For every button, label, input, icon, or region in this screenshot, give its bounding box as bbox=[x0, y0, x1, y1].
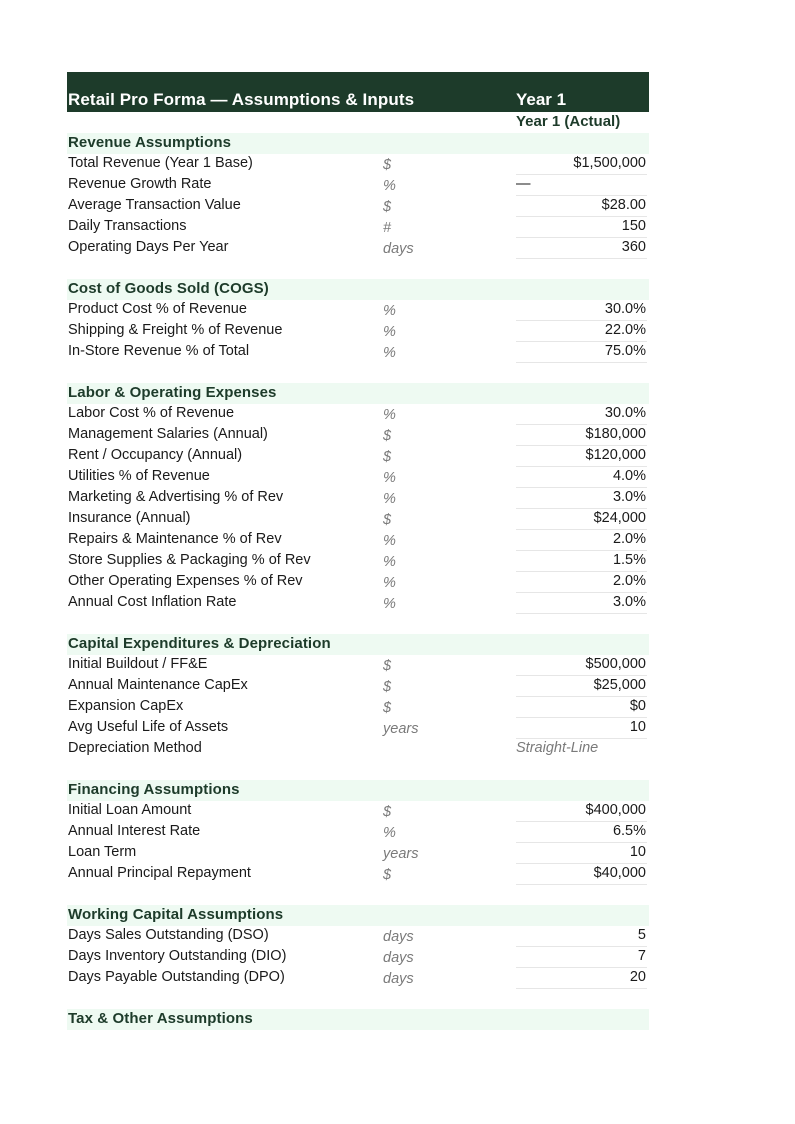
assumption-row bbox=[67, 467, 649, 488]
assumption-row bbox=[67, 404, 649, 425]
assumption-label: Rent / Occupancy (Annual) bbox=[68, 447, 243, 463]
assumption-unit: $ bbox=[383, 199, 392, 215]
assumption-label: Days Sales Outstanding (DSO) bbox=[68, 927, 269, 943]
year-column-header: Year 1 bbox=[516, 90, 567, 109]
assumption-unit: $ bbox=[383, 867, 392, 883]
input-cell[interactable] bbox=[516, 404, 647, 425]
input-cell[interactable] bbox=[516, 739, 647, 759]
section-header bbox=[67, 905, 649, 926]
assumption-row bbox=[67, 196, 649, 217]
input-cell[interactable] bbox=[516, 655, 647, 676]
year-actual-label: Year 1 (Actual) bbox=[516, 113, 621, 130]
assumption-unit: % bbox=[383, 470, 396, 486]
assumption-row bbox=[67, 676, 649, 697]
assumption-value: 22.0% bbox=[604, 322, 646, 338]
assumption-label: Operating Days Per Year bbox=[68, 239, 229, 255]
assumption-row bbox=[67, 947, 649, 968]
sheet-subheader bbox=[67, 112, 649, 133]
assumption-value: — bbox=[516, 176, 531, 192]
assumption-unit: % bbox=[383, 533, 396, 549]
assumption-label: Utilities % of Revenue bbox=[68, 468, 210, 484]
assumption-label: Marketing & Advertising % of Rev bbox=[68, 489, 284, 505]
assumption-unit: days bbox=[383, 971, 414, 987]
section-title: Financing Assumptions bbox=[68, 781, 240, 798]
assumption-label: In-Store Revenue % of Total bbox=[68, 343, 250, 359]
assumption-value: $120,000 bbox=[585, 447, 646, 463]
assumption-row bbox=[67, 321, 649, 342]
section-header bbox=[67, 1009, 649, 1030]
assumption-row bbox=[67, 843, 649, 864]
input-cell[interactable] bbox=[516, 154, 647, 175]
assumption-unit: % bbox=[383, 324, 396, 340]
input-cell[interactable] bbox=[516, 843, 647, 864]
assumption-label: Store Supplies & Packaging % of Rev bbox=[68, 552, 311, 568]
assumption-row bbox=[67, 238, 649, 259]
assumption-label: Days Inventory Outstanding (DIO) bbox=[68, 948, 287, 964]
assumption-label: Average Transaction Value bbox=[68, 197, 241, 213]
input-cell[interactable] bbox=[516, 697, 647, 718]
assumption-row bbox=[67, 488, 649, 509]
assumption-unit: # bbox=[383, 220, 392, 236]
assumption-value: 5 bbox=[637, 927, 646, 943]
assumption-unit: % bbox=[383, 178, 396, 194]
assumption-unit: $ bbox=[383, 700, 392, 716]
sheet-title: Retail Pro Forma — Assumptions & Inputs bbox=[68, 90, 415, 109]
assumption-unit: days bbox=[383, 241, 414, 257]
input-cell[interactable] bbox=[516, 968, 647, 989]
assumption-value: 360 bbox=[621, 239, 646, 255]
assumption-value: $400,000 bbox=[585, 802, 646, 818]
input-cell[interactable] bbox=[516, 509, 647, 530]
assumption-unit: % bbox=[383, 303, 396, 319]
sections-container bbox=[67, 133, 649, 1030]
assumption-value: 1.5% bbox=[612, 552, 646, 568]
assumption-row bbox=[67, 968, 649, 989]
assumption-value: 20 bbox=[629, 969, 646, 985]
assumption-row bbox=[67, 801, 649, 822]
assumption-label: Depreciation Method bbox=[68, 740, 202, 756]
assumptions-sheet bbox=[67, 72, 649, 1030]
assumption-unit: % bbox=[383, 491, 396, 507]
assumption-unit: % bbox=[383, 554, 396, 570]
assumption-row bbox=[67, 154, 649, 175]
section-title: Cost of Goods Sold (COGS) bbox=[68, 280, 269, 297]
assumption-unit: $ bbox=[383, 428, 392, 444]
assumption-label: Annual Interest Rate bbox=[68, 823, 201, 839]
input-cell[interactable] bbox=[516, 530, 647, 551]
assumption-value: 6.5% bbox=[612, 823, 646, 839]
assumption-row bbox=[67, 697, 649, 718]
assumption-label: Management Salaries (Annual) bbox=[68, 426, 268, 442]
assumption-row bbox=[67, 300, 649, 321]
assumption-value: 30.0% bbox=[604, 405, 646, 421]
input-cell[interactable] bbox=[516, 321, 647, 342]
assumption-unit: % bbox=[383, 407, 396, 423]
assumption-label: Revenue Growth Rate bbox=[68, 176, 212, 192]
assumption-value: 150 bbox=[621, 218, 646, 234]
assumption-value: 75.0% bbox=[604, 343, 646, 359]
assumption-value: 10 bbox=[629, 844, 646, 860]
section-title: Labor & Operating Expenses bbox=[68, 384, 277, 401]
assumption-value: 7 bbox=[637, 948, 646, 964]
assumption-row bbox=[67, 509, 649, 530]
assumption-unit: % bbox=[383, 345, 396, 361]
assumption-label: Annual Cost Inflation Rate bbox=[68, 594, 237, 610]
assumption-label: Annual Maintenance CapEx bbox=[68, 677, 248, 693]
assumption-value: 2.0% bbox=[612, 573, 646, 589]
input-cell[interactable] bbox=[516, 864, 647, 885]
section-header bbox=[67, 780, 649, 801]
assumption-label: Product Cost % of Revenue bbox=[68, 301, 247, 317]
section-header bbox=[67, 383, 649, 404]
section-spacer bbox=[67, 989, 649, 1009]
assumption-label: Initial Buildout / FF&E bbox=[68, 656, 208, 672]
assumption-value: 30.0% bbox=[604, 301, 646, 317]
input-cell[interactable] bbox=[516, 801, 647, 822]
input-cell[interactable] bbox=[516, 175, 647, 196]
section-spacer bbox=[67, 614, 649, 634]
section-title: Working Capital Assumptions bbox=[68, 906, 284, 923]
assumption-label: Annual Principal Repayment bbox=[68, 865, 251, 881]
section-spacer bbox=[67, 760, 649, 780]
section-header bbox=[67, 133, 649, 154]
assumption-row bbox=[67, 446, 649, 467]
assumption-label: Initial Loan Amount bbox=[68, 802, 192, 818]
assumption-unit: % bbox=[383, 825, 396, 841]
input-cell[interactable] bbox=[516, 822, 647, 843]
assumption-row bbox=[67, 655, 649, 676]
assumption-value: 2.0% bbox=[612, 531, 646, 547]
section-spacer bbox=[67, 259, 649, 279]
assumption-label: Daily Transactions bbox=[68, 218, 187, 234]
assumption-value: $28.00 bbox=[601, 197, 646, 213]
assumption-unit: years bbox=[383, 721, 419, 737]
assumption-unit: $ bbox=[383, 804, 392, 820]
assumption-row bbox=[67, 593, 649, 614]
assumption-row bbox=[67, 175, 649, 196]
input-cell[interactable] bbox=[516, 425, 647, 446]
assumption-label: Other Operating Expenses % of Rev bbox=[68, 573, 303, 589]
assumption-label: Loan Term bbox=[68, 844, 137, 860]
assumption-unit: $ bbox=[383, 512, 392, 528]
assumption-unit: $ bbox=[383, 157, 392, 173]
assumption-value: $500,000 bbox=[585, 656, 646, 672]
input-cell[interactable] bbox=[516, 551, 647, 572]
section-spacer bbox=[67, 885, 649, 905]
input-cell[interactable] bbox=[516, 572, 647, 593]
assumption-label: Expansion CapEx bbox=[68, 698, 184, 714]
assumption-label: Shipping & Freight % of Revenue bbox=[68, 322, 283, 338]
section-spacer bbox=[67, 363, 649, 383]
input-cell[interactable] bbox=[516, 467, 647, 488]
assumption-row bbox=[67, 217, 649, 238]
assumption-unit: days bbox=[383, 929, 414, 945]
assumption-label: Days Payable Outstanding (DPO) bbox=[68, 969, 285, 985]
input-cell[interactable] bbox=[516, 676, 647, 697]
input-cell[interactable] bbox=[516, 593, 647, 614]
assumption-label: Total Revenue (Year 1 Base) bbox=[68, 155, 253, 171]
assumption-row bbox=[67, 926, 649, 947]
input-cell[interactable] bbox=[516, 446, 647, 467]
assumption-label: Insurance (Annual) bbox=[68, 510, 191, 526]
assumption-unit: days bbox=[383, 950, 414, 966]
assumption-unit: $ bbox=[383, 449, 392, 465]
assumption-row bbox=[67, 718, 649, 739]
assumption-value: $0 bbox=[629, 698, 646, 714]
assumption-unit: $ bbox=[383, 658, 392, 674]
assumption-value: $24,000 bbox=[593, 510, 646, 526]
assumption-row bbox=[67, 530, 649, 551]
assumption-value: 3.0% bbox=[612, 594, 646, 610]
input-cell[interactable] bbox=[516, 926, 647, 947]
assumption-label: Labor Cost % of Revenue bbox=[68, 405, 235, 421]
assumption-row bbox=[67, 864, 649, 885]
assumption-row bbox=[67, 739, 649, 760]
assumption-row bbox=[67, 572, 649, 593]
section-title: Tax & Other Assumptions bbox=[68, 1010, 253, 1027]
assumption-value: $25,000 bbox=[593, 677, 646, 693]
input-cell[interactable] bbox=[516, 947, 647, 968]
assumption-unit: $ bbox=[383, 679, 392, 695]
assumption-value: $180,000 bbox=[585, 426, 646, 442]
sheet-header bbox=[67, 72, 649, 112]
assumption-unit: years bbox=[383, 846, 419, 862]
input-cell[interactable] bbox=[516, 196, 647, 217]
assumption-unit: % bbox=[383, 575, 396, 591]
section-title: Capital Expenditures & Depreciation bbox=[68, 635, 331, 652]
assumption-row bbox=[67, 342, 649, 363]
assumption-value: 4.0% bbox=[612, 468, 646, 484]
section-header bbox=[67, 279, 649, 300]
input-cell[interactable] bbox=[516, 718, 647, 739]
assumption-label: Repairs & Maintenance % of Rev bbox=[68, 531, 282, 547]
section-header bbox=[67, 634, 649, 655]
assumption-label: Avg Useful Life of Assets bbox=[68, 719, 229, 735]
input-cell[interactable] bbox=[516, 217, 647, 238]
input-cell[interactable] bbox=[516, 342, 647, 363]
assumption-value: 3.0% bbox=[612, 489, 646, 505]
section-title: Revenue Assumptions bbox=[68, 134, 232, 151]
assumption-row bbox=[67, 425, 649, 446]
assumption-value: Straight-Line bbox=[516, 740, 599, 756]
assumption-unit: % bbox=[383, 596, 396, 612]
assumption-row bbox=[67, 551, 649, 572]
input-cell[interactable] bbox=[516, 300, 647, 321]
input-cell[interactable] bbox=[516, 488, 647, 509]
assumption-row bbox=[67, 822, 649, 843]
assumption-value: 10 bbox=[629, 719, 646, 735]
assumption-value: $40,000 bbox=[593, 865, 646, 881]
input-cell[interactable] bbox=[516, 238, 647, 259]
assumption-value: $1,500,000 bbox=[573, 155, 646, 171]
